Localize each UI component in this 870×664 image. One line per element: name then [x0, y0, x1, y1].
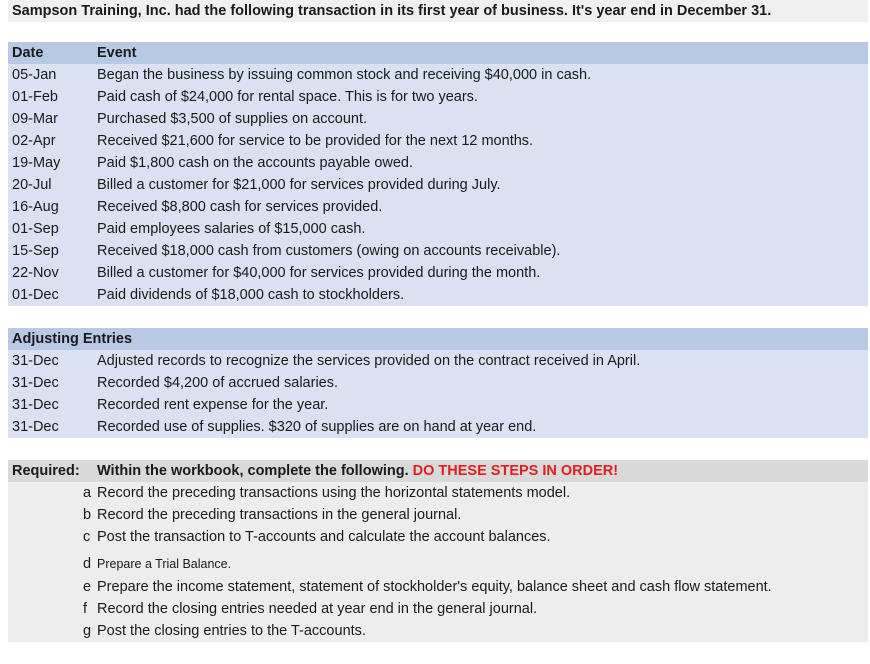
step-text: Record the closing entries needed at year end in the general journal.: [97, 601, 538, 617]
transaction-event: Paid dividends of $18,000 cash to stockholders.: [97, 287, 405, 303]
page-title-row: [8, 0, 868, 22]
transaction-row: [8, 108, 868, 130]
transaction-event: Billed a customer for $21,000 for services provided during July.: [97, 177, 501, 193]
adjusting-event: Recorded $4,200 of accrued salaries.: [97, 375, 339, 391]
transaction-row: [8, 196, 868, 218]
page-title: Sampson Training, Inc. had the following transaction in its first year of business. It's year end in December 31.: [12, 3, 772, 19]
step-letter: a: [83, 485, 92, 501]
required-label: Required:: [12, 463, 80, 479]
adjusting-title: Adjusting Entries: [12, 331, 133, 347]
transaction-event: Received $21,600 for service to be provided for the next 12 months.: [97, 133, 534, 149]
transaction-date: 19-May: [12, 155, 61, 171]
required-step: [8, 576, 868, 598]
transaction-row: [8, 284, 868, 306]
transaction-event: Billed a customer for $40,000 for services provided during the month.: [97, 265, 541, 281]
adjusting-date: 31-Dec: [12, 353, 59, 369]
transaction-event: Received $8,800 cash for services provided.: [97, 199, 383, 215]
step-letter: c: [83, 529, 91, 545]
step-letter: b: [83, 507, 92, 523]
step-letter: e: [83, 579, 92, 595]
transaction-date: 05-Jan: [12, 67, 57, 83]
required-instruction: Within the workbook, complete the following.: [97, 463, 409, 479]
required-step: [8, 504, 868, 526]
adjusting-row: [8, 350, 868, 372]
transaction-date: 20-Jul: [12, 177, 52, 193]
transaction-date: 01-Sep: [12, 221, 59, 237]
adjusting-event: Recorded use of supplies. $320 of supplies are on hand at year end.: [97, 419, 537, 435]
adjusting-row: [8, 372, 868, 394]
transaction-date: 09-Mar: [12, 111, 58, 127]
step-text: Record the preceding transactions using the horizontal statements model.: [97, 485, 571, 501]
required-warning: DO THESE STEPS IN ORDER!: [412, 463, 619, 479]
step-text: Record the preceding transactions in the general journal.: [97, 507, 462, 523]
step-letter: d: [83, 556, 92, 572]
required-step: [8, 620, 868, 642]
transaction-row: [8, 240, 868, 262]
transactions-header: [8, 42, 868, 64]
adjusting-event: Recorded rent expense for the year.: [97, 397, 329, 413]
adjusting-row: [8, 394, 868, 416]
adjusting-row: [8, 416, 868, 438]
step-text: Post the closing entries to the T-accounts.: [97, 623, 366, 639]
transaction-date: 22-Nov: [12, 265, 59, 281]
transaction-row: [8, 64, 868, 86]
transaction-date: 02-Apr: [12, 133, 56, 149]
required-step: [8, 482, 868, 504]
step-text: Prepare the income statement, statement of stockholder's equity, balance sheet and cash flow statement.: [97, 579, 772, 595]
required-step: [8, 548, 868, 576]
transaction-event: Began the business by issuing common stock and receiving $40,000 in cash.: [97, 67, 592, 83]
adjusting-date: 31-Dec: [12, 419, 59, 435]
transaction-date: 01-Feb: [12, 89, 58, 105]
adjusting-header: [8, 328, 868, 350]
event-header: Event: [97, 45, 137, 61]
transaction-row: [8, 152, 868, 174]
step-text: Post the transaction to T-accounts and calculate the account balances.: [97, 529, 551, 545]
transaction-date: 16-Aug: [12, 199, 59, 215]
transaction-row: [8, 174, 868, 196]
transaction-event: Paid employees salaries of $15,000 cash.: [97, 221, 366, 237]
step-letter: f: [83, 601, 88, 617]
step-text: Prepare a Trial Balance.: [97, 557, 232, 571]
adjusting-event: Adjusted records to recognize the services provided on the contract received in April.: [97, 353, 641, 369]
transaction-row: [8, 130, 868, 152]
required-step: [8, 598, 868, 620]
step-letter: g: [83, 623, 92, 639]
transaction-event: Purchased $3,500 of supplies on account.: [97, 111, 368, 127]
transaction-event: Paid cash of $24,000 for rental space. This is for two years.: [97, 89, 478, 105]
required-instruction-line: [97, 460, 618, 482]
transaction-row: [8, 262, 868, 284]
transaction-date: 15-Sep: [12, 243, 59, 259]
required-header: [8, 460, 868, 482]
transaction-event: Received $18,000 cash from customers (owing on accounts receivable).: [97, 243, 561, 259]
transaction-row: [8, 86, 868, 108]
required-step: [8, 526, 868, 548]
transaction-event: Paid $1,800 cash on the accounts payable owed.: [97, 155, 414, 171]
date-header: Date: [12, 45, 44, 61]
adjusting-date: 31-Dec: [12, 397, 59, 413]
transaction-row: [8, 218, 868, 240]
transaction-date: 01-Dec: [12, 287, 59, 303]
adjusting-date: 31-Dec: [12, 375, 59, 391]
